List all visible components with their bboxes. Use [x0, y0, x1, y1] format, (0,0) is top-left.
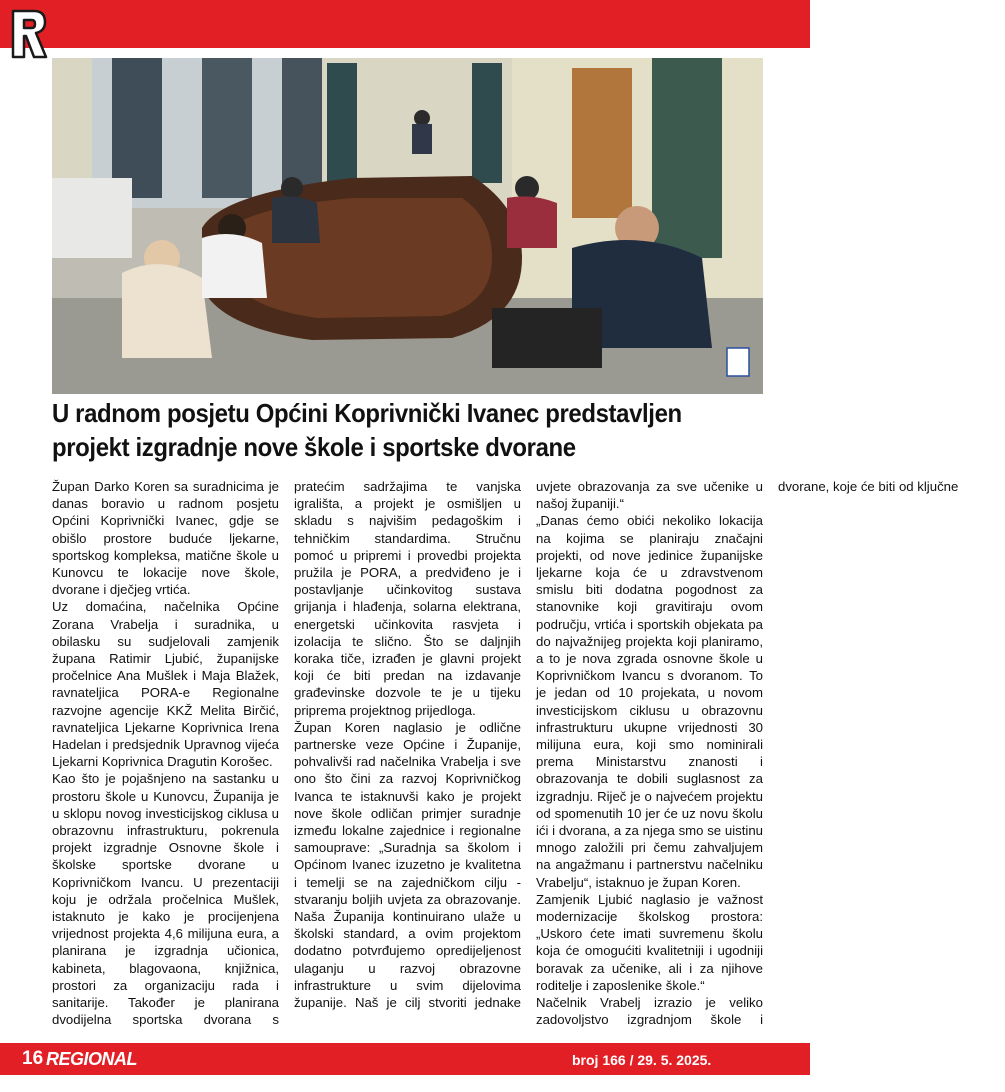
article-paragraph: „Danas ćemo obići nekoliko lokacija na kojima se planiraju značajni projekti, od nove jedinice županijske ljekarne koja će u zdravstvenom smislu biti dodatna pogodnost za stanovnike koji gravitiraju ovom području, vrtića i sportskih objekata pa do najvažnijeg projekta koji planiramo, a to je nova zgrada osnovne škole u Koprivničkom Ivancu s dvoranom. To je jedan od 10 projekata, u novom investicijskom ciklusu u obrazovnu infrastrukturu ukupne vrijednosti 30 milijuna eura, koji smo nominirali prema Ministarstvu znanosti i obrazovanja te dobili suglasnost za izgradnju. Riječ je o najvećem projektu od spomenutih 10 jer će uz novu školu ići i dvorana, a za njega smo se uistinu mnogo založili pri čemu zahvaljujem na angažmanu i partnerstvu načelniku Vrabelju“, istaknuo je župan Koren.: [536, 513, 763, 890]
article-paragraph: Zamjenik Ljubić naglasio je važnost modernizacije školskog prostora: „Uskoro ćete imati suvremenu školu koja će omogućiti kvalitetniji i ugodniji boravak za učenike, ali i za njihove roditelje i zaposlenike škole.“: [536, 891, 763, 993]
brand-logo: REGIONAL: [46, 1049, 138, 1069]
article-headline: U radnom posjetu Općini Koprivnički Ivanec predstavljen projekt izgradnje nove škole i sportske dvorane: [52, 398, 682, 462]
issue-info: broj 166 / 29. 5. 2025.: [572, 1052, 712, 1068]
top-red-bar: [0, 0, 810, 48]
article-paragraph: Župan Koren naglasio je odlične partnerske veze Općine i Županije, pohvalivši rad načelnika Vrabelja i sve ono što čini za razvoj Koprivničkog Ivanca te istaknuvši kako je projekt nove škole odličan primjer suradnje između lokalne zajednice i regionalne samouprave: „Suradnja sa školom i Općinom Ivanec izuzetno je kvalitetna i temelji se na zajedničkom cilju - stvaranju boljih uvjeta za obrazovanje. Naša Županija kontinuirano ulaže u školski standard, a ovim projektom dodatno potvrđujemo opredijeljenost ulaganju u razvoj obrazovne infrastrukture u svim dijelovima županije. Naš je cilj stvoriti jednake uvjete obrazovanja za sve učenike u našoj županiji.“: [294, 479, 763, 1011]
article-body: [52, 478, 959, 1033]
regional-r-logo-icon: [10, 8, 48, 60]
article-paragraph: Kao što je pojašnjeno na sastanku u prostoru škole u Kunovcu, Županija je u sklopu novog investicijskog ciklusa u obrazovnu infrastrukturu, pokrenula projekt izgradnje Osnovne škole i školske sportske dvorane u Koprivničkom Ivancu. U prezentaciji koju je održala pročelnica Mušlek, istaknuto je kako je procijenjena vrijednost projekta 4,6 milijuna eura, a planirana je izgradnja učionica, kabineta, blagovaona, knjižnica, prostori za organizaciju rada i sanitarije. Također je planirana dvodijelna sportska dvorana s pratećim sadržajima te vanjska igrališta, a projekt je osmišljen u skladu s najvišim pedagoškim i tehničkim standardima. Stručnu pomoć u pripremi i provedbi projekta pružila je PORA, a predviđeno je i postavljanje učinkovitog sustava grijanja i hlađenja, solarna elektrana, energetski učinkovita rasvjeta i izolacija te slično. Što se daljnjih koraka tiče, izrađen je glavni projekt koji će biti predan na izdavanje građevinske dozvole te je u tijeku priprema projektnog prijedloga.: [52, 479, 521, 1028]
article-paragraph: Župan Darko Koren sa suradnicima je danas boravio u radnom posjetu Općini Koprivnički Ivanec, gdje se obišlo prostore buduće ljekarne, sportskog kompleksa, matične škole u Kunovcu te lokacije nove škole, dvorane i dječjeg vrtića.: [52, 479, 279, 598]
article-paragraph: Uz domaćina, načelnika Općine Zorana Vrabelja i suradnika, u obilasku su sudjelovali zamjenik župana Ratimir Ljubić, županijske pročelnice Ana Mušlek i Maja Blažek, ravnateljica PORA-e Regionalne razvojne agencije KKŽ Melita Birčić, ravnateljica Ljekarne Koprivnica Irena Hadelan i predsjednik Upravnog vijeća Ljekarni Koprivnica Dragutin Korošec.: [52, 599, 279, 770]
article-paragraph: Načelnik Vrabelj izrazio je veliko zadovoljstvo izgradnjom škole i dvorane, koje će biti od ključne: [536, 479, 959, 1028]
page-number: 16: [22, 1048, 44, 1069]
meeting-photo: [52, 58, 763, 394]
